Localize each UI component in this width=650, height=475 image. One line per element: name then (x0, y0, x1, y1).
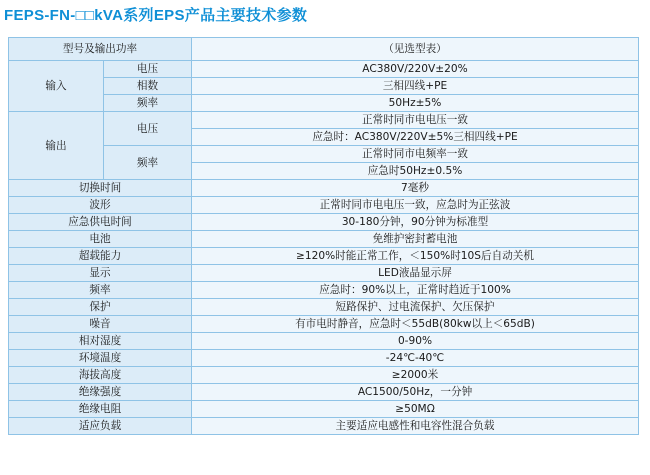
table-row (9, 231, 639, 248)
page-title: FEPS-FN-□□kVA系列EPS产品主要技术参数 (4, 7, 308, 24)
row-value: 0-90% (192, 333, 639, 350)
row-label: 显示 (9, 265, 192, 282)
row-label: 环境温度 (9, 350, 192, 367)
row-label: 超载能力 (9, 248, 192, 265)
input-frequency-value: 50Hz±5% (192, 95, 639, 112)
table-row (9, 180, 639, 197)
table-row (9, 384, 639, 401)
output-voltage-normal: 正常时同市电电压一致 (192, 112, 639, 129)
row-label: 波形 (9, 197, 192, 214)
spec-table (8, 37, 639, 435)
row-label: 噪音 (9, 316, 192, 333)
row-label: 保护 (9, 299, 192, 316)
table-row (9, 282, 639, 299)
row-value: 正常时同市电电压一致，应急时为正弦波 (192, 197, 639, 214)
row-value: ≥2000米 (192, 367, 639, 384)
table-row (9, 214, 639, 231)
row-value: -24℃-40℃ (192, 350, 639, 367)
output-voltage-label: 电压 (104, 112, 192, 146)
table-row (9, 316, 639, 333)
row-label: 切换时间 (9, 180, 192, 197)
output-frequency-normal-row (9, 146, 639, 163)
input-frequency-row (9, 95, 639, 112)
row-label: 绝缘电阻 (9, 401, 192, 418)
output-group-label: 输出 (9, 112, 104, 180)
table-row (9, 367, 639, 384)
row-label: 绝缘强度 (9, 384, 192, 401)
output-voltage-normal-row (9, 112, 639, 129)
output-frequency-emergency: 应急时50Hz±0.5% (192, 163, 639, 180)
row-value: 30-180分钟，90分钟为标准型 (192, 214, 639, 231)
row-value: ≥50MΩ (192, 401, 639, 418)
row-value: ≥120%时能正常工作，＜150%时10S后自动关机 (192, 248, 639, 265)
input-frequency-label: 频率 (104, 95, 192, 112)
table-row (9, 350, 639, 367)
row-value: 免维护密封蓄电池 (192, 231, 639, 248)
header-label: 型号及输出功率 (9, 38, 192, 61)
input-phase-value: 三相四线+PE (192, 78, 639, 95)
row-label: 相对湿度 (9, 333, 192, 350)
table-row (9, 299, 639, 316)
table-row (9, 401, 639, 418)
output-voltage-emergency: 应急时：AC380V/220V±5%三相四线+PE (192, 129, 639, 146)
row-value: 应急时：90%以上，正常时趋近于100% (192, 282, 639, 299)
row-label: 应急供电时间 (9, 214, 192, 231)
row-label: 电池 (9, 231, 192, 248)
table-row (9, 418, 639, 435)
table-row (9, 197, 639, 214)
row-label: 适应负载 (9, 418, 192, 435)
row-value: LED液晶显示屏 (192, 265, 639, 282)
row-value: 主要适应电感性和电容性混合负载 (192, 418, 639, 435)
output-frequency-normal: 正常时同市电频率一致 (192, 146, 639, 163)
row-label: 频率 (9, 282, 192, 299)
output-frequency-label: 频率 (104, 146, 192, 180)
row-value: 有市电时静音，应急时＜55dB(80kw以上＜65dB) (192, 316, 639, 333)
table-row (9, 248, 639, 265)
input-phase-row (9, 78, 639, 95)
row-value: 7毫秒 (192, 180, 639, 197)
input-group-label: 输入 (9, 61, 104, 112)
row-value: AC1500/50Hz，一分钟 (192, 384, 639, 401)
row-value: 短路保护、过电流保护、欠压保护 (192, 299, 639, 316)
input-voltage-label: 电压 (104, 61, 192, 78)
row-label: 海拔高度 (9, 367, 192, 384)
header-value: （见选型表） (192, 38, 639, 61)
input-voltage-row (9, 61, 639, 78)
table-row (9, 265, 639, 282)
table-row (9, 333, 639, 350)
table-header-row (9, 38, 639, 61)
input-phase-label: 相数 (104, 78, 192, 95)
input-voltage-value: AC380V/220V±20% (192, 61, 639, 78)
